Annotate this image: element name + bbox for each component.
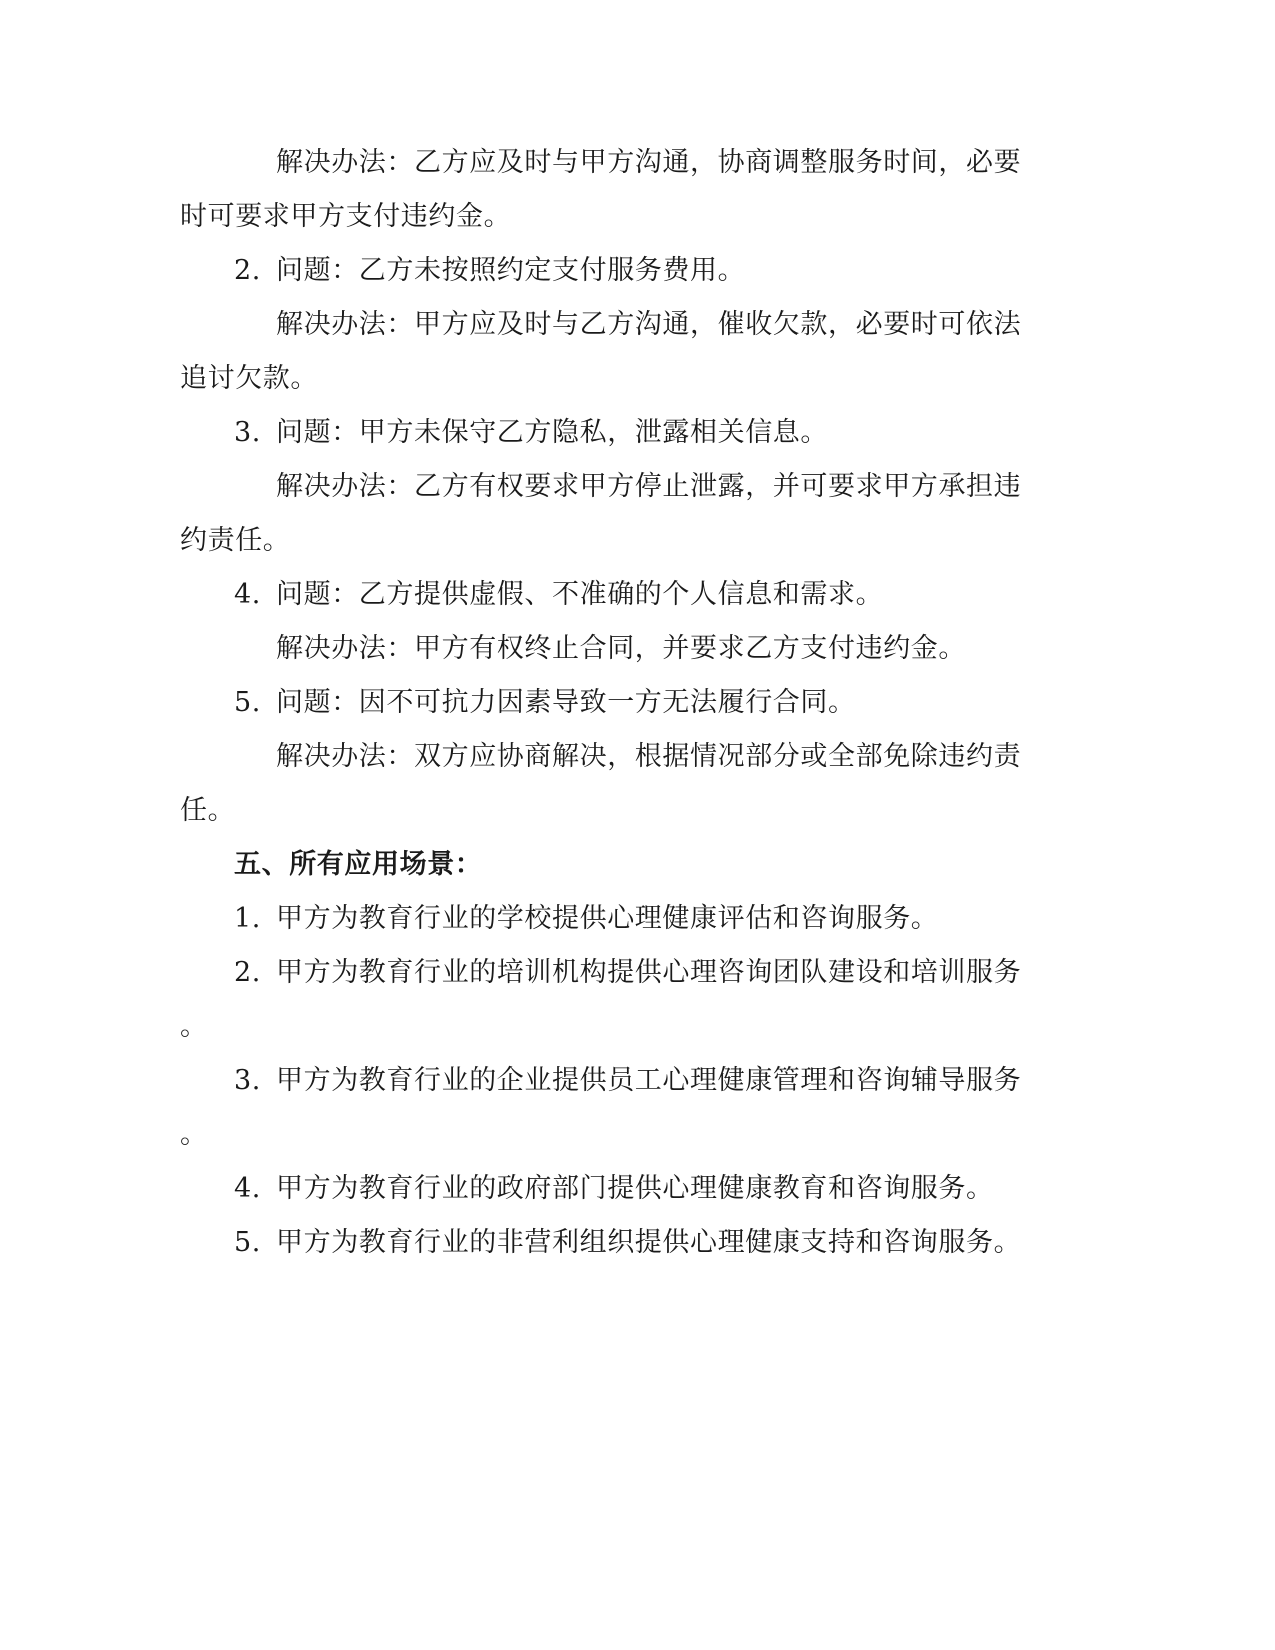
problem-2-number: 2. [234,255,261,286]
problem-3-question [234,416,828,450]
problem-2-question [234,254,745,288]
problem-4-question [234,578,883,612]
problem-4-solution: 解决办法：甲方有权终止合同，并要求乙方支付违约金。 [276,633,966,664]
problem-3-question-text: 问题：甲方未保守乙方隐私，泄露相关信息。 [276,417,828,448]
problem-5-question [234,686,856,720]
problem-4-question-text: 问题：乙方提供虚假、不准确的个人信息和需求。 [276,579,884,610]
problem-2-question-text: 问题：乙方未按照约定支付服务费用。 [276,255,746,286]
scenario-item-5-text: 甲方为教育行业的非营利组织提供心理健康支持和咨询服务。 [276,1227,1022,1258]
scenario-item-1-text: 甲方为教育行业的学校提供心理健康评估和咨询服务。 [276,903,939,934]
scenario-item-2-number: 2. [234,957,261,988]
scenario-item-3-number: 3. [234,1065,261,1096]
scenario-item-2 [234,956,1021,990]
problem-5-solution-line-1: 解决办法：双方应协商解决，根据情况部分或全部免除违约责 [276,741,1022,772]
scenario-item-2-continuation: 。 [180,1011,208,1042]
scenario-item-3 [234,1064,1021,1098]
problem-1-solution-line-1: 解决办法：乙方应及时与甲方沟通，协商调整服务时间，必要 [276,147,1022,178]
problem-4-number: 4. [234,579,261,610]
scenario-item-3-continuation: 。 [180,1119,208,1150]
problem-2-solution-line-2: 追讨欠款。 [180,363,318,394]
problem-1-solution-line-2: 时可要求甲方支付违约金。 [180,201,512,232]
problem-5-solution-line-2: 任。 [180,795,236,826]
problem-3-solution-line-2: 约责任。 [180,525,291,556]
scenario-item-2-text: 甲方为教育行业的培训机构提供心理咨询团队建设和培训服务 [276,957,1022,988]
scenario-item-3-text: 甲方为教育行业的企业提供员工心理健康管理和咨询辅导服务 [276,1065,1022,1096]
problem-3-number: 3. [234,417,261,448]
problem-5-number: 5. [234,687,261,718]
scenario-item-4-text: 甲方为教育行业的政府部门提供心理健康教育和咨询服务。 [276,1173,994,1204]
scenario-item-4-number: 4. [234,1173,261,1204]
scenario-item-5 [234,1226,1021,1260]
problem-2-solution-line-1: 解决办法：甲方应及时与乙方沟通，催收欠款，必要时可依法 [276,309,1022,340]
scenario-item-1 [234,902,938,936]
section-5-heading: 五、所有应用场景： [234,849,483,880]
scenario-item-1-number: 1. [234,903,261,934]
scenario-item-5-number: 5. [234,1227,261,1258]
scenario-item-4 [234,1172,994,1206]
problem-3-solution-line-1: 解决办法：乙方有权要求甲方停止泄露，并可要求甲方承担违 [276,471,1022,502]
problem-5-question-text: 问题：因不可抗力因素导致一方无法履行合同。 [276,687,856,718]
